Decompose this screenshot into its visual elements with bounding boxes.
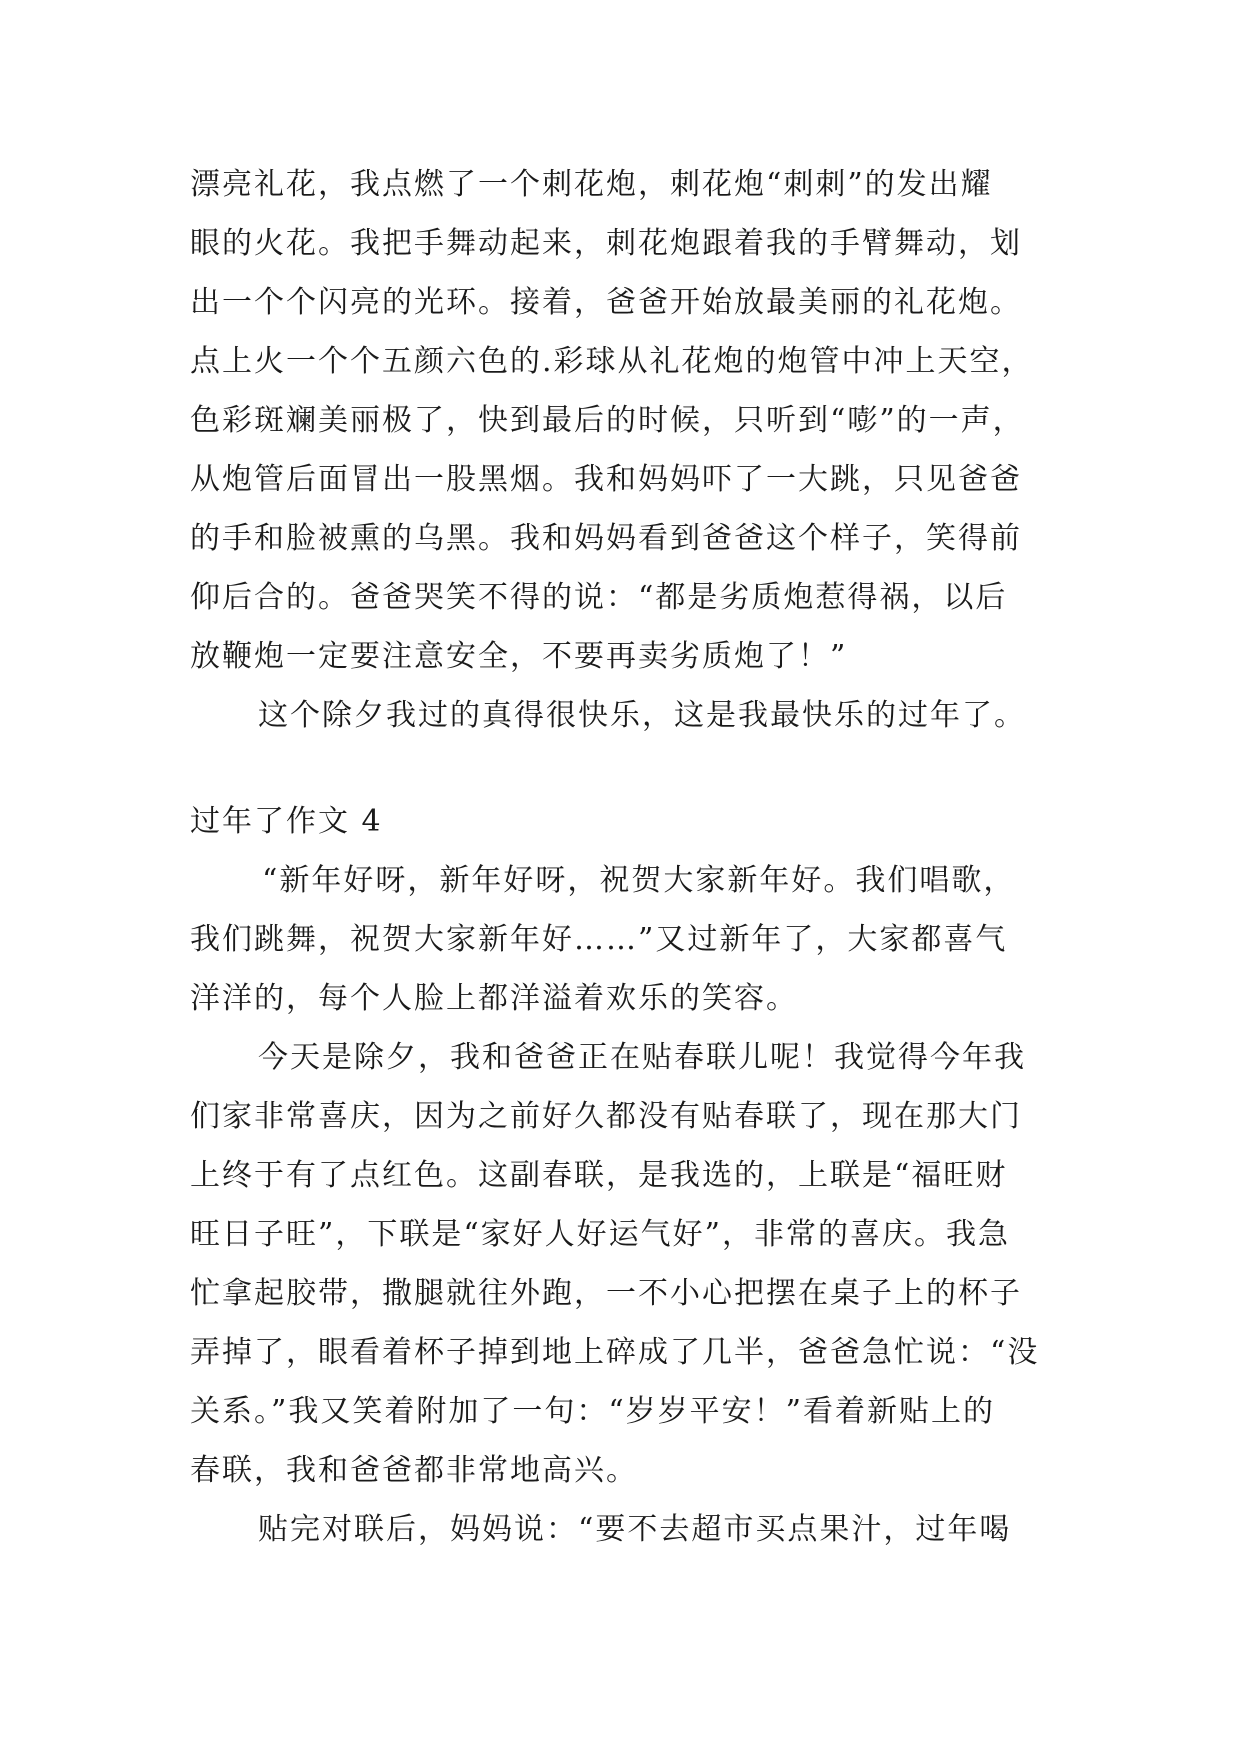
text-line: 漂亮礼花，我点燃了一个刺花炮，刺花炮“刺刺”的发出耀: [190, 167, 993, 202]
text-line: 仰后合的。爸爸哭笑不得的说：“都是劣质炮惹得祸，以后: [190, 580, 1008, 615]
closing-line: 这个除夕我过的真得很快乐，这是我最快乐的过年了。: [258, 698, 1026, 733]
text-line: 色彩斑斓美丽极了，快到最后的时候，只听到“嘭”的一声，: [190, 403, 1025, 438]
text-line: 洋洋的，每个人脸上都洋溢着欢乐的笑容。: [190, 981, 798, 1016]
text-line: 贴完对联后，妈妈说：“要不去超市买点果汁，过年喝: [258, 1512, 1012, 1547]
text-line: 从炮管后面冒出一股黑烟。我和妈妈吓了一大跳，只见爸爸: [190, 462, 1022, 497]
text-line: 上终于有了点红色。这副春联，是我选的，上联是“福旺财: [190, 1158, 1008, 1193]
text-line: 忙拿起胶带，撒腿就往外跑，一不小心把摆在桌子上的杯子: [190, 1276, 1022, 1311]
text-line: 旺日子旺”，下联是“家好人好运气好”，非常的喜庆。我急: [190, 1217, 1011, 1252]
text-line: 弄掉了，眼看着杯子掉到地上碎成了几半，爸爸急忙说：“没: [190, 1335, 1040, 1370]
text-line: 放鞭炮一定要注意安全，不要再卖劣质炮了！”: [190, 639, 848, 674]
text-line: “新年好呀，新年好呀，祝贺大家新年好。我们唱歌，: [262, 863, 1016, 898]
text-line: 点上火一个个五颜六色的.彩球从礼花炮的炮管中冲上天空，: [190, 344, 1034, 379]
text-line: 春联，我和爸爸都非常地高兴。: [190, 1453, 638, 1488]
text-line: 关系。”我又笑着附加了一句：“岁岁平安！”看着新贴上的: [190, 1394, 996, 1429]
text-line: 们家非常喜庆，因为之前好久都没有贴春联了，现在那大门: [190, 1099, 1022, 1134]
text-line: 眼的火花。我把手舞动起来，刺花炮跟着我的手臂舞动，划: [190, 226, 1022, 261]
section-title: 过年了作文 4: [190, 804, 383, 839]
text-line: 我们跳舞，祝贺大家新年好……”又过新年了，大家都喜气: [190, 922, 1008, 957]
text-line: 的手和脸被熏的乌黑。我和妈妈看到爸爸这个样子，笑得前: [190, 521, 1022, 556]
text-line: 出一个个闪亮的光环。接着，爸爸开始放最美丽的礼花炮。: [190, 285, 1022, 320]
text-line: 今天是除夕，我和爸爸正在贴春联儿呢！我觉得今年我: [258, 1040, 1026, 1075]
